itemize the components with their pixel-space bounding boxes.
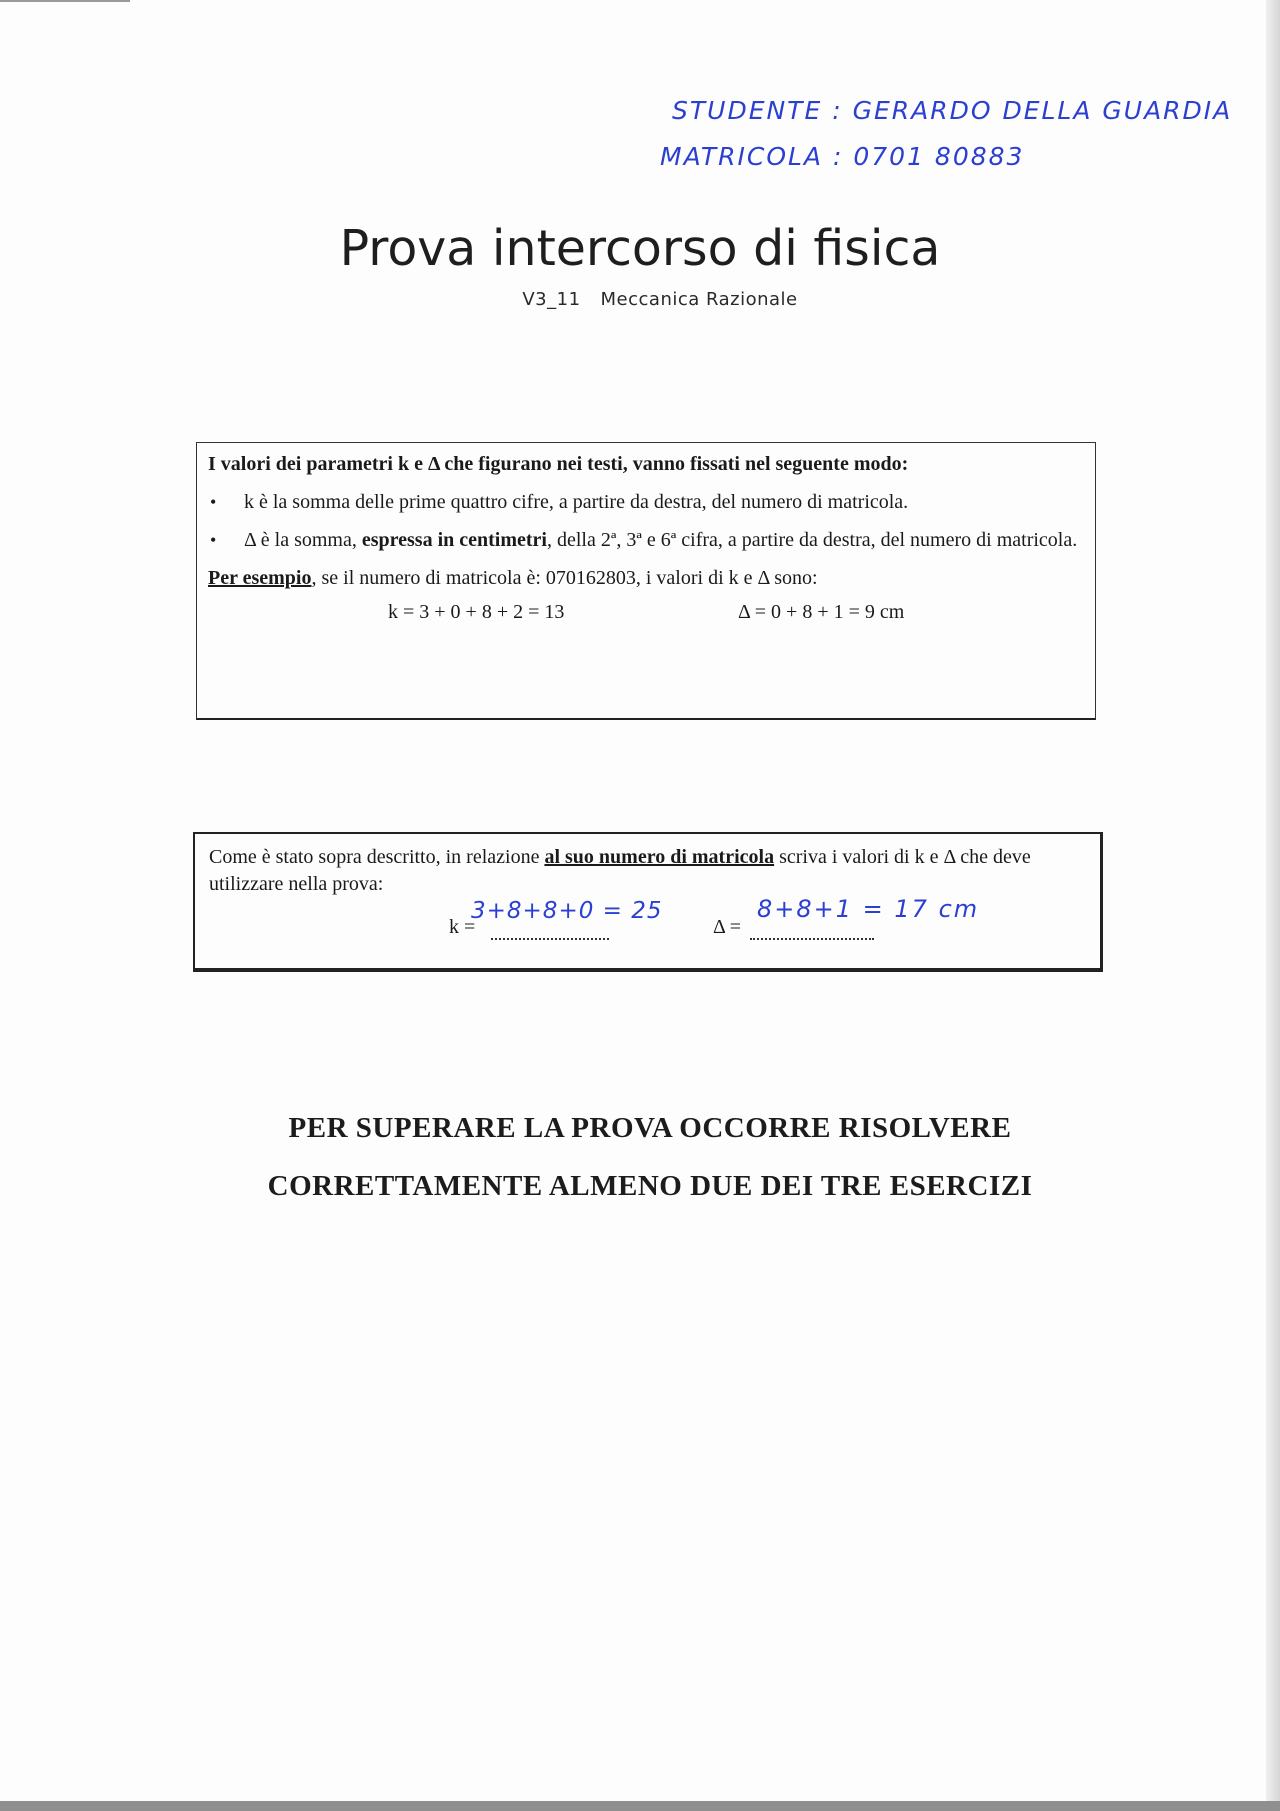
page-title: Prova intercorso di fisica bbox=[339, 220, 941, 277]
exam-code: V3_11 bbox=[522, 289, 581, 310]
example-k-formula: k = 3 + 0 + 8 + 2 = 13 bbox=[388, 601, 565, 623]
answer-instructions bbox=[209, 844, 1086, 898]
example-formulas bbox=[208, 601, 1084, 635]
example-lead: Per esempio bbox=[208, 567, 312, 589]
answer-text-2: scriva i valori di k e Δ che deve utilizzare nella prova: bbox=[209, 846, 1031, 895]
answer-fields bbox=[209, 895, 1086, 942]
scan-bottom-edge bbox=[0, 1801, 1280, 1811]
notice-line-1: PER SUPERARE LA PROVA OCCORRE RISOLVERE bbox=[288, 1112, 1012, 1144]
handwritten-matricola: MATRICOLA : 0701 80883 bbox=[660, 142, 1025, 171]
example-delta-formula: Δ = 0 + 8 + 1 = 9 cm bbox=[738, 601, 905, 623]
parameters-intro: I valori dei parametri k e Δ che figurano nei testi, vanno fissati nel seguente modo: bbox=[208, 453, 909, 475]
delta-handwritten-value: 8+8+1 = 17 cm bbox=[757, 895, 980, 923]
handwritten-student-name: STUDENTE : GERARDO DELLA GUARDIA bbox=[672, 96, 1233, 125]
delta-label: Δ = bbox=[713, 916, 742, 938]
course-name: Meccanica Razionale bbox=[600, 289, 798, 310]
example-text: , se il numero di matricola è: 070162803, i valori di k e Δ sono: bbox=[311, 567, 818, 589]
parameters-box bbox=[196, 442, 1096, 720]
page-subtitle bbox=[0, 289, 1280, 310]
k-handwritten-value: 3+8+8+0 = 25 bbox=[471, 898, 663, 924]
scan-top-edge bbox=[0, 0, 130, 2]
example-line bbox=[208, 565, 1084, 591]
notice-line-2: CORRETTAMENTE ALMENO DUE DEI TRE ESERCIZI bbox=[267, 1170, 1033, 1202]
rule-delta-prefix: Δ è la somma, bbox=[244, 529, 362, 551]
rule-delta-suffix: , della 2ª, 3ª e 6ª cifra, a partire da destra, del numero di matricola. bbox=[547, 529, 1078, 551]
answer-box bbox=[193, 832, 1103, 972]
k-label: k = bbox=[449, 916, 476, 938]
answer-text-1: Come è stato sopra descritto, in relazione bbox=[209, 846, 545, 868]
rule-delta bbox=[208, 527, 1084, 553]
rule-k: • k è la somma delle prime quattro cifre, a partire da destra, del numero di matricola. bbox=[208, 489, 1084, 515]
answer-text-bold: al suo numero di matricola bbox=[544, 846, 775, 868]
rule-delta-bold: espressa in centimetri bbox=[361, 529, 547, 551]
